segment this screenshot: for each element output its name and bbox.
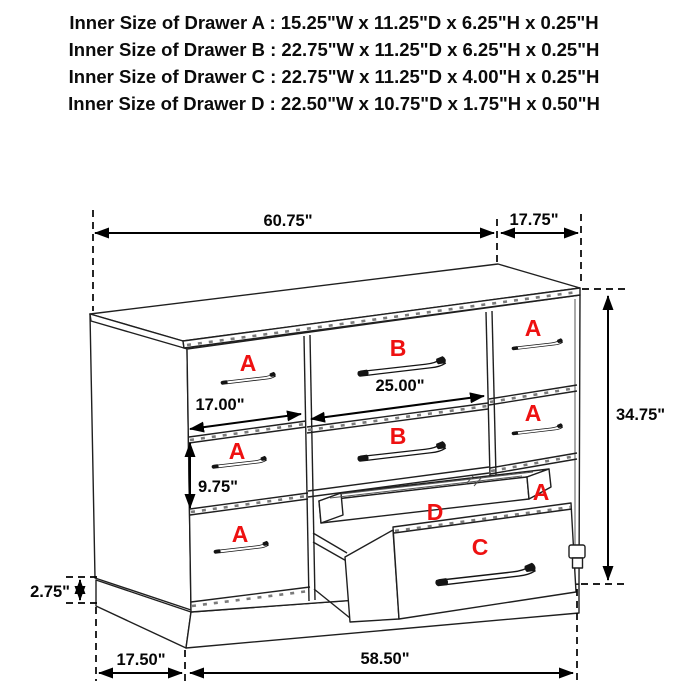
label-drawer-a1-right: A xyxy=(524,315,542,341)
dim-base-width-label: 58.50" xyxy=(360,650,410,668)
spec-line-drawer-d: Inner Size of Drawer D : 22.50"W x 10.75"D x 1.75"H x 0.50"H xyxy=(68,93,600,114)
label-drawer-b1: B xyxy=(389,335,407,361)
spec-header xyxy=(68,12,600,114)
label-drawer-a3-left: A xyxy=(231,521,249,547)
dim-base-height-label: 2.75" xyxy=(30,583,70,601)
label-drawer-a3-right: A xyxy=(532,479,550,505)
label-drawer-d: D xyxy=(426,499,444,525)
dim-top-width xyxy=(95,212,494,233)
dim-top-width-label: 60.75" xyxy=(263,212,313,230)
cabinet-side-panel xyxy=(90,314,191,610)
dim-overall-height xyxy=(608,296,665,580)
dim-left-drawer-height-label: 9.75" xyxy=(198,478,238,496)
spec-line-drawer-b: Inner Size of Drawer B : 22.75"W x 11.25"D x 6.25"H x 0.25"H xyxy=(68,39,600,60)
label-drawer-a2-right: A xyxy=(524,400,542,426)
label-drawer-a1-left: A xyxy=(239,350,257,376)
spec-line-drawer-a: Inner Size of Drawer A : 15.25"W x 11.25"D x 6.25"H x 0.25"H xyxy=(69,12,599,33)
dim-base-depth xyxy=(99,651,182,673)
label-drawer-b2: B xyxy=(389,423,407,449)
label-drawer-a2-left: A xyxy=(228,438,246,464)
dim-left-drawer-width-label: 17.00" xyxy=(195,396,245,414)
dim-top-depth xyxy=(501,211,578,233)
spec-line-drawer-c: Inner Size of Drawer C : 22.75"W x 11.25"D x 4.00"H x 0.25"H xyxy=(68,66,600,87)
dim-base-depth-label: 17.50" xyxy=(116,651,166,669)
dim-base-width xyxy=(190,650,573,673)
dim-top-depth-label: 17.75" xyxy=(509,211,559,229)
dim-overall-height-label: 34.75" xyxy=(616,406,666,424)
dim-base-height xyxy=(30,580,80,601)
dim-middle-drawer-width-label: 25.00" xyxy=(375,377,425,395)
label-drawer-c: C xyxy=(471,534,489,560)
